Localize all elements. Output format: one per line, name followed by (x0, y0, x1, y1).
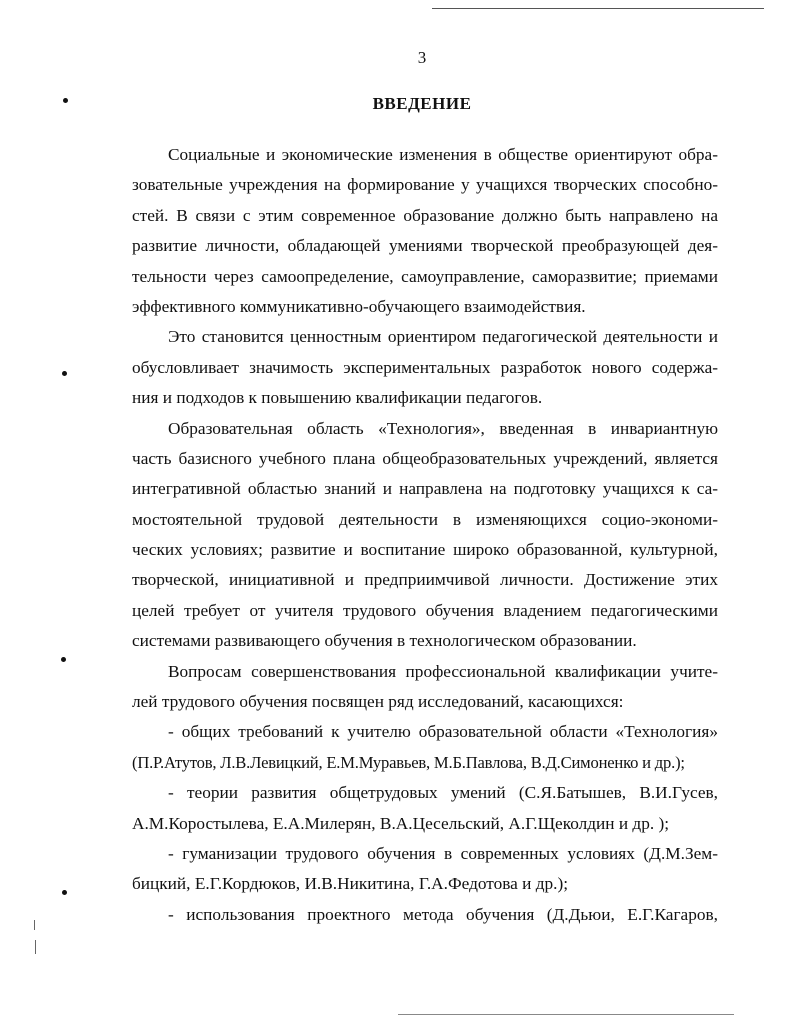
list-item-continuation: А.М.Коростылева, Е.А.Милерян, В.А.Цесельский, А.Г.Щеколдин и др. ); (132, 813, 670, 833)
page-number: 3 (417, 48, 427, 67)
text-line: творческой, инициативной и предприимчивой личности. Достижение этих (132, 570, 718, 590)
text-line: целей требует от учителя трудового обучения владением педагогическими (132, 600, 718, 620)
page-title: ВВЕДЕНИЕ (372, 94, 472, 113)
text-line: стей. В связи с этим современное образование должно быть направлено на (132, 205, 718, 225)
list-item: - гуманизации трудового обучения в современных условиях (Д.М.Зем- (168, 843, 718, 863)
text-line: часть базисного учебного плана общеобразовательных учреждений, является (132, 448, 718, 468)
list-item-continuation: (П.Р.Атутов, Л.В.Левицкий, Е.М.Муравьев, М.Б.Павлова, В.Д.Симоненко и др.); (132, 752, 685, 772)
margin-dot (62, 371, 67, 376)
list-item: - общих требований к учителю образовательной области «Технология» (168, 722, 718, 742)
text-line: зовательные учреждения на формирование у учащихся творческих способно- (132, 175, 718, 195)
text-line: обусловливает значимость экспериментальных разработок нового содержа- (132, 357, 718, 377)
text-line: интегративной областью знаний и направлена на подготовку учащихся к са- (132, 479, 718, 499)
text-line: системами развивающего обучения в технологическом образовании. (132, 631, 637, 651)
text-line: мостоятельной трудовой деятельности в изменяющихся социо-экономи- (132, 509, 718, 529)
text-line: ния и подходов к повышению квалификации педагогов. (132, 388, 543, 408)
scan-border-top (432, 8, 764, 9)
scan-border-bottom (398, 1014, 734, 1015)
text-line: Это становится ценностным ориентиром педагогической деятельности и (168, 327, 718, 347)
text-line: Вопросам совершенствования профессиональной квалификации учите- (168, 661, 718, 681)
text-line: развитие личности, обладающей умениями творческой преобразующей дея- (132, 236, 718, 256)
margin-tick (34, 920, 35, 930)
text-line: лей трудового обучения посвящен ряд исследований, касающихся: (132, 692, 624, 712)
text-line: эффективного коммуникативно-обучающего взаимодействия. (132, 296, 586, 316)
text-line: Социальные и экономические изменения в обществе ориентируют обра- (168, 145, 718, 164)
margin-dot (62, 890, 67, 895)
text-line: тельности через самоопределение, самоуправление, саморазвитие; приемами (132, 266, 718, 286)
margin-tick (35, 940, 36, 954)
list-item: - использования проектного метода обучения (Д.Дьюи, Е.Г.Кагаров, (168, 904, 718, 924)
list-item-continuation: бицкий, Е.Г.Кордюков, И.В.Никитина, Г.А.Федотова и др.); (132, 874, 569, 894)
text-line: ческих условиях; развитие и воспитание широко образованной, культурной, (132, 540, 718, 560)
list-item: - теории развития общетрудовых умений (С.Я.Батышев, В.И.Гусев, (168, 783, 718, 803)
margin-dot (61, 657, 66, 662)
text-line: Образовательная область «Технология», введенная в инвариантную (168, 418, 718, 438)
document-body (132, 140, 718, 930)
